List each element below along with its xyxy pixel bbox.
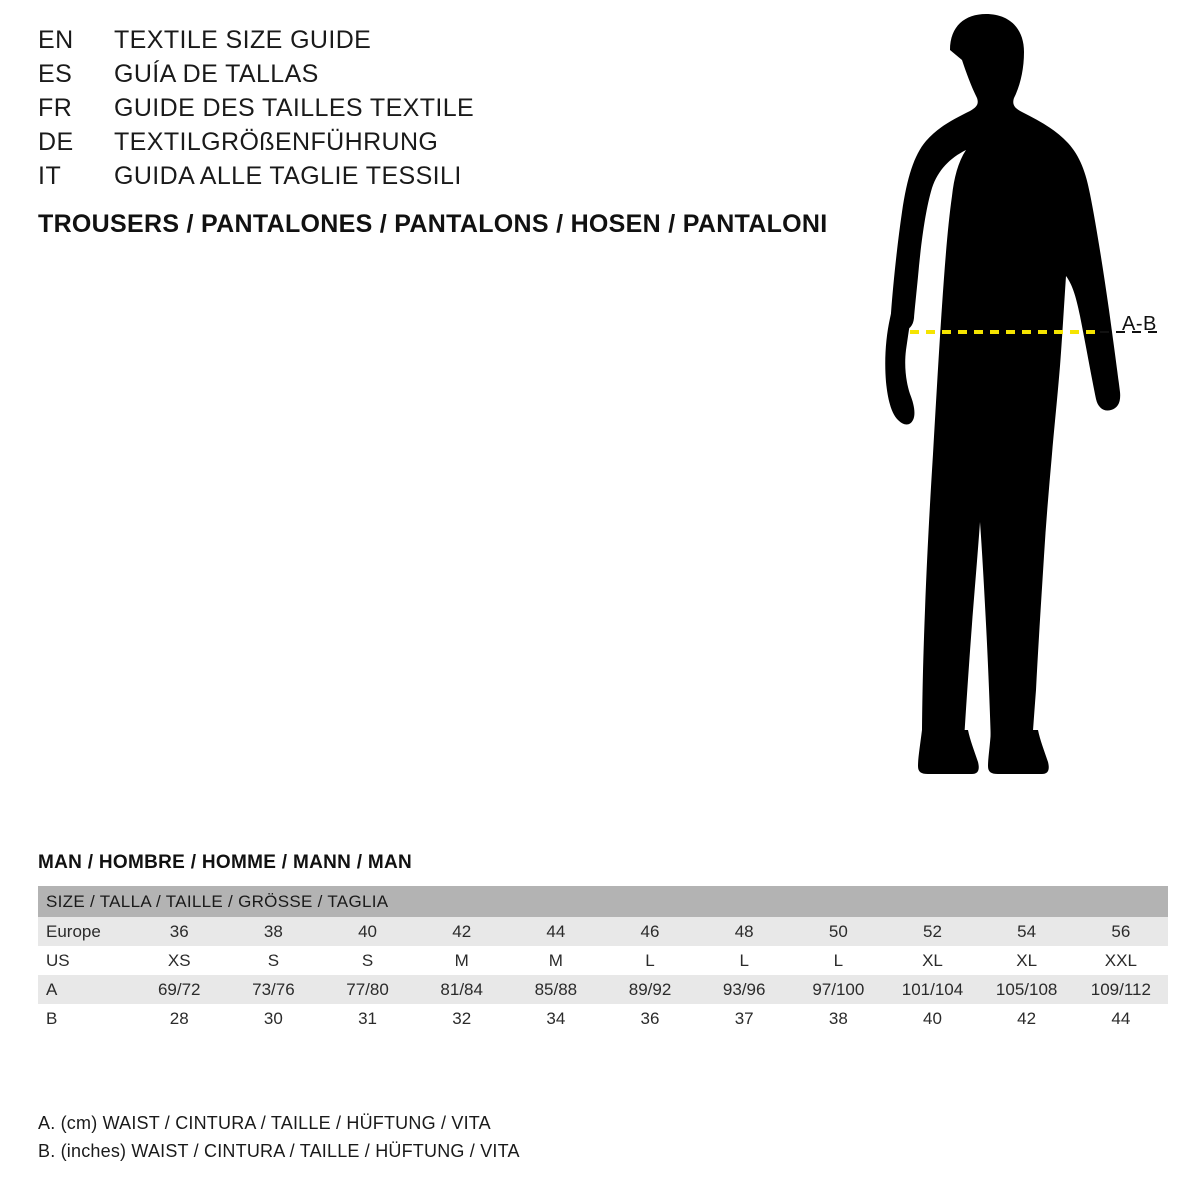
- table-cell: 32: [415, 1004, 509, 1033]
- table-cell: 50: [791, 917, 885, 946]
- table-header-label: SIZE / TALLA / TAILLE / GRÖSSE / TAGLIA: [38, 886, 1168, 917]
- table-cell: 40: [885, 1004, 979, 1033]
- table-cell: 44: [1074, 1004, 1168, 1033]
- table-cell: 109/112: [1074, 975, 1168, 1004]
- figure-illustration: [800, 10, 1200, 810]
- language-code: ES: [38, 60, 73, 88]
- language-row: [38, 94, 798, 128]
- language-title: GUÍA DE TALLAS: [114, 60, 319, 88]
- footnote-b: B. (inches) WAIST / CINTURA / TAILLE / HÜFTUNG / VITA: [38, 1140, 520, 1161]
- table-cell: 36: [132, 917, 226, 946]
- table-cell: 42: [415, 917, 509, 946]
- table-cell: 97/100: [791, 975, 885, 1004]
- table-cell: 28: [132, 1004, 226, 1033]
- gender-heading: MAN / HOMBRE / HOMME / MANN / MAN: [38, 852, 413, 873]
- table-cell: 44: [509, 917, 603, 946]
- language-row: [38, 26, 798, 60]
- size-table-section: [38, 852, 1168, 1033]
- table-cell: 36: [603, 1004, 697, 1033]
- table-cell: 46: [603, 917, 697, 946]
- table-cell: 37: [697, 1004, 791, 1033]
- language-row: [38, 60, 798, 94]
- size-table: [38, 886, 1168, 1033]
- table-cell: 52: [885, 917, 979, 946]
- language-title: GUIDA ALLE TAGLIE TESSILI: [114, 162, 462, 190]
- row-label: A: [38, 975, 132, 1004]
- table-cell: XL: [885, 946, 979, 975]
- row-label: Europe: [38, 917, 132, 946]
- table-cell: 89/92: [603, 975, 697, 1004]
- language-code: DE: [38, 128, 74, 156]
- header-block: [38, 26, 828, 239]
- language-row: [38, 128, 798, 162]
- table-cell: L: [603, 946, 697, 975]
- table-cell: 38: [791, 1004, 885, 1033]
- table-cell: 42: [980, 1004, 1074, 1033]
- table-cell: S: [320, 946, 414, 975]
- table-cell: 31: [320, 1004, 414, 1033]
- table-cell: 101/104: [885, 975, 979, 1004]
- table-cell: 40: [320, 917, 414, 946]
- table-row: [38, 917, 1168, 946]
- row-label: B: [38, 1004, 132, 1033]
- garment-type-line: TROUSERS / PANTALONES / PANTALONS / HOSEN / PANTALONI: [38, 210, 828, 238]
- table-header-row: [38, 886, 1168, 917]
- table-cell: 69/72: [132, 975, 226, 1004]
- table-cell: 54: [980, 917, 1074, 946]
- language-title: GUIDE DES TAILLES TEXTILE: [114, 94, 475, 122]
- table-cell: M: [415, 946, 509, 975]
- language-code: FR: [38, 94, 73, 122]
- language-title: TEXTILGRÖßENFÜHRUNG: [114, 128, 439, 156]
- table-cell: 56: [1074, 917, 1168, 946]
- table-cell: M: [509, 946, 603, 975]
- table-cell: XXL: [1074, 946, 1168, 975]
- table-cell: 93/96: [697, 975, 791, 1004]
- footnote-a: A. (cm) WAIST / CINTURA / TAILLE / HÜFTUNG / VITA: [38, 1113, 491, 1133]
- table-cell: L: [697, 946, 791, 975]
- table-cell: 105/108: [980, 975, 1074, 1004]
- footnotes-block: [38, 1110, 938, 1166]
- table-cell: 30: [226, 1004, 320, 1033]
- table-cell: XS: [132, 946, 226, 975]
- table-cell: 81/84: [415, 975, 509, 1004]
- language-row: [38, 162, 798, 196]
- table-row: [38, 946, 1168, 975]
- table-cell: XL: [980, 946, 1074, 975]
- language-code: EN: [38, 26, 74, 54]
- language-title: TEXTILE SIZE GUIDE: [114, 26, 372, 54]
- table-cell: 77/80: [320, 975, 414, 1004]
- table-row: [38, 1004, 1168, 1033]
- table-cell: 48: [697, 917, 791, 946]
- language-code: IT: [38, 162, 62, 190]
- table-cell: L: [791, 946, 885, 975]
- table-cell: 38: [226, 917, 320, 946]
- man-silhouette-icon: [800, 10, 1200, 810]
- row-label: US: [38, 946, 132, 975]
- table-cell: 85/88: [509, 975, 603, 1004]
- table-row: [38, 975, 1168, 1004]
- table-cell: S: [226, 946, 320, 975]
- table-cell: 34: [509, 1004, 603, 1033]
- measure-label-ab: A-B: [1122, 313, 1157, 335]
- table-cell: 73/76: [226, 975, 320, 1004]
